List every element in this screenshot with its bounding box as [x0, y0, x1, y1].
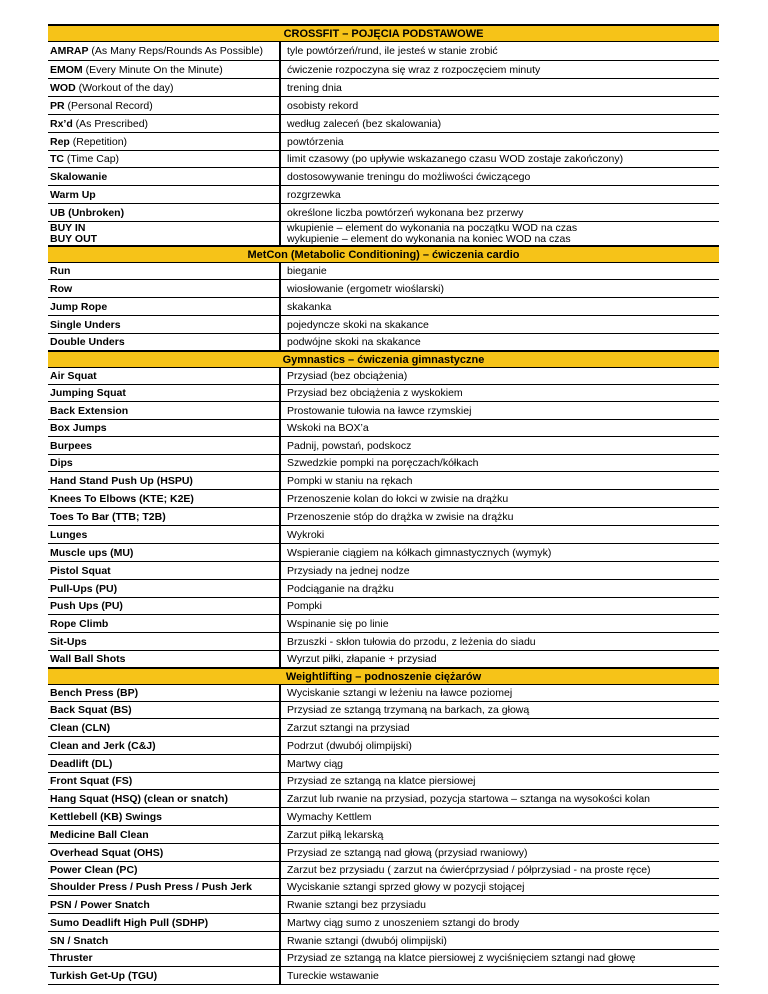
- table-row: [48, 737, 719, 755]
- table-row: [48, 862, 719, 879]
- definition-cell: trening dnia: [279, 79, 719, 96]
- term-name: Knees To Elbows (KTE; K2E): [50, 492, 194, 505]
- term-name: Power Clean (PC): [50, 864, 138, 876]
- table-row: [48, 61, 719, 79]
- term-cell: [48, 950, 279, 966]
- definition-cell: rozgrzewka: [279, 186, 719, 203]
- term-name: Burpees: [50, 439, 93, 452]
- term-name: SN / Snatch: [50, 934, 109, 947]
- term-cell: [48, 719, 279, 736]
- definition-cell: Wyrzut piłki, złapanie + przysiad: [279, 651, 719, 667]
- term-name: Dips: [50, 457, 73, 469]
- table-row: [48, 186, 719, 204]
- table-row: [48, 702, 719, 719]
- definition-cell: Martwy ciąg: [279, 755, 719, 772]
- definition-cell: Wspieranie ciągiem na kółkach gimnastycznych (wymyk): [279, 544, 719, 561]
- definition-cell: Rwanie sztangi bez przysiadu: [279, 896, 719, 913]
- term-cell: [48, 544, 279, 561]
- term-cell: [48, 651, 279, 667]
- term-cell: [48, 685, 279, 701]
- table-row: [48, 298, 719, 316]
- table-row: [48, 316, 719, 334]
- term-cell: [48, 222, 279, 245]
- definition-cell: Pompki w staniu na rękach: [279, 472, 719, 489]
- definition-cell: Szwedzkie pompki na poręczach/kółkach: [279, 455, 719, 471]
- term-expansion: (Repetition): [69, 135, 128, 148]
- term-name: BUY IN: [50, 221, 86, 234]
- term-cell: [48, 298, 279, 315]
- term-name: Run: [50, 265, 71, 277]
- term-cell: [48, 437, 279, 454]
- term-name: Front Squat (FS): [50, 775, 133, 787]
- table-row: [48, 508, 719, 526]
- term-cell: [48, 97, 279, 114]
- term-name: Clean and Jerk (C&J): [50, 739, 156, 752]
- term-expansion: (As Prescribed): [72, 117, 149, 130]
- definition-cell: według zaleceń (bez skalowania): [279, 115, 719, 132]
- definition-cell: Zarzut piłką lekarską: [279, 826, 719, 843]
- table-row: [48, 168, 719, 186]
- term-name: TC: [50, 153, 64, 165]
- term-expansion: (Every Minute On the Minute): [82, 63, 223, 76]
- definition-cell: Prostowanie tułowia na ławce rzymskiej: [279, 402, 719, 419]
- table-row: [48, 755, 719, 773]
- table-row: [48, 79, 719, 97]
- section-header: Gymnastics – ćwiczenia gimnastyczne: [48, 351, 719, 368]
- term-cell: [48, 914, 279, 931]
- term-name: Kettlebell (KB) Swings: [50, 810, 163, 823]
- definition-cell: Podrzut (dwubój olimpijski): [279, 737, 719, 754]
- term-name: Turkish Get-Up (TGU): [50, 969, 158, 982]
- term-cell: [48, 808, 279, 825]
- term-cell: [48, 455, 279, 471]
- term-cell: [48, 151, 279, 167]
- section-header: CROSSFIT – POJĘCIA PODSTAWOWE: [48, 24, 719, 42]
- definition-cell: Przysiad bez obciążenia z wyskokiem: [279, 385, 719, 401]
- term-name: Push Ups (PU): [50, 600, 123, 612]
- table-row: [48, 97, 719, 115]
- definition-cell: Martwy ciąg sumo z unoszeniem sztangi do brody: [279, 914, 719, 931]
- table-row: [48, 914, 719, 932]
- definition-cell: Tureckie wstawanie: [279, 967, 719, 984]
- term-name: Wall Ball Shots: [50, 653, 126, 665]
- definition-cell: Padnij, powstań, podskocz: [279, 437, 719, 454]
- term-expansion: (As Many Reps/Rounds As Possible): [88, 45, 263, 57]
- definition-cell: Zarzut lub rwanie na przysiad, pozycja startowa – sztanga na wysokości kolan: [279, 790, 719, 807]
- table-row: [48, 115, 719, 133]
- definition-cell: Zarzut bez przysiadu ( zarzut na ćwierćprzysiad / półprzysiad - na proste ręce): [279, 862, 719, 878]
- term-name: Clean (CLN): [50, 721, 111, 734]
- term-name: BUY OUT: [50, 232, 98, 245]
- table-row: [48, 633, 719, 651]
- definition-cell: Wymachy Kettlem: [279, 808, 719, 825]
- section-header: MetCon (Metabolic Conditioning) – ćwiczenia cardio: [48, 246, 719, 263]
- term-cell: [48, 633, 279, 650]
- term-name: PR: [50, 99, 65, 112]
- term-name: Sumo Deadlift High Pull (SDHP): [50, 916, 209, 929]
- table-row: [48, 544, 719, 562]
- table-row: [48, 420, 719, 437]
- term-name: Sit-Ups: [50, 635, 87, 648]
- term-cell: [48, 862, 279, 878]
- term-cell: [48, 334, 279, 350]
- definition-cell: Przysiad (bez obciążenia): [279, 368, 719, 384]
- definition-cell: określone liczba powtórzeń wykonana bez przerwy: [279, 204, 719, 221]
- term-name: Rep: [50, 135, 70, 148]
- table-row: [48, 402, 719, 420]
- term-expansion: (Time Cap): [64, 153, 120, 165]
- term-name: PSN / Power Snatch: [50, 898, 150, 911]
- table-row: [48, 826, 719, 844]
- table-row: [48, 151, 719, 168]
- term-name: WOD: [50, 81, 76, 94]
- term-cell: [48, 896, 279, 913]
- definition-cell: Przenoszenie kolan do łokci w zwisie na drążku: [279, 490, 719, 507]
- definition-cell: Przysiad ze sztangą na klatce piersiowej z wyciśnięciem sztangi nad głowę: [279, 950, 719, 966]
- term-name: Lunges: [50, 528, 88, 541]
- term-cell: [48, 598, 279, 614]
- term-cell: [48, 580, 279, 597]
- definition-cell: pojedyncze skoki na skakance: [279, 316, 719, 333]
- term-cell: [48, 526, 279, 543]
- table-row: [48, 385, 719, 402]
- table-row: [48, 437, 719, 455]
- definition-cell: Przysiad ze sztangą nad głową (przysiad rwaniowy): [279, 844, 719, 861]
- term-name: Single Unders: [50, 318, 121, 331]
- table-row: [48, 598, 719, 615]
- definition-cell: Wspinanie się po linie: [279, 615, 719, 632]
- table-row: [48, 455, 719, 472]
- term-cell: [48, 562, 279, 579]
- term-expansion: (Personal Record): [64, 99, 153, 112]
- term-name: Box Jumps: [50, 422, 107, 434]
- table-row: [48, 615, 719, 633]
- definition-cell: Rwanie sztangi (dwubój olimpijski): [279, 932, 719, 949]
- table-row: [48, 719, 719, 737]
- definition-cell: Brzuszki - skłon tułowia do przodu, z leżenia do siadu: [279, 633, 719, 650]
- table-row: [48, 580, 719, 598]
- definition-cell: Wykroki: [279, 526, 719, 543]
- term-name: Rope Climb: [50, 617, 109, 630]
- term-name: Double Unders: [50, 336, 125, 348]
- table-row: [48, 280, 719, 298]
- definition-cell: powtórzenia: [279, 133, 719, 150]
- term-cell: [48, 844, 279, 861]
- term-cell: [48, 186, 279, 203]
- definition-cell: skakanka: [279, 298, 719, 315]
- term-cell: [48, 702, 279, 718]
- term-cell: [48, 490, 279, 507]
- table-row: [48, 472, 719, 490]
- table-row: [48, 526, 719, 544]
- table-row: [48, 42, 719, 61]
- definition-cell: Przysiad ze sztangą trzymaną na barkach, za głową: [279, 702, 719, 718]
- term-name: Thruster: [50, 952, 93, 964]
- table-row: [48, 790, 719, 808]
- term-cell: [48, 737, 279, 754]
- table-row: [48, 490, 719, 508]
- term-cell: [48, 755, 279, 772]
- term-name: Pull-Ups (PU): [50, 582, 118, 595]
- definition-cell: [279, 222, 719, 245]
- section-header: Weightlifting – podnoszenie ciężarów: [48, 668, 719, 685]
- term-name: Skalowanie: [50, 170, 108, 183]
- term-cell: [48, 316, 279, 333]
- table-row: [48, 773, 719, 790]
- definition-cell: Wskoki na BOX’a: [279, 420, 719, 436]
- term-name: Medicine Ball Clean: [50, 828, 149, 841]
- term-name: Rx’d: [50, 117, 73, 130]
- definition-cell: osobisty rekord: [279, 97, 719, 114]
- term-cell: [48, 826, 279, 843]
- definition-cell: Przenoszenie stóp do drążka w zwisie na drążku: [279, 508, 719, 525]
- term-cell: [48, 115, 279, 132]
- definition-line: wykupienie – element do wykonania na koniec WOD na czas: [287, 232, 571, 245]
- term-name: Bench Press (BP): [50, 687, 139, 699]
- table-row: [48, 368, 719, 385]
- term-cell: [48, 472, 279, 489]
- term-name: Deadlift (DL): [50, 757, 113, 770]
- term-cell: [48, 133, 279, 150]
- definition-cell: Przysiad ze sztangą na klatce piersiowej: [279, 773, 719, 789]
- definition-cell: Zarzut sztangi na przysiad: [279, 719, 719, 736]
- definition-cell: ćwiczenie rozpoczyna się wraz z rozpoczęciem minuty: [279, 61, 719, 78]
- table-row: [48, 808, 719, 826]
- term-name: Overhead Squat (OHS): [50, 846, 164, 859]
- term-expansion: (Workout of the day): [75, 81, 174, 94]
- term-cell: [48, 79, 279, 96]
- definition-cell: Podciąganie na drążku: [279, 580, 719, 597]
- table-row-double: [48, 222, 719, 246]
- term-name: Back Extension: [50, 404, 129, 417]
- term-cell: [48, 368, 279, 384]
- definition-cell: Wyciskanie sztangi sprzed głowy w pozycji stojącej: [279, 879, 719, 895]
- term-cell: [48, 773, 279, 789]
- term-cell: [48, 263, 279, 279]
- definition-cell: dostosowywanie treningu do możliwości ćwiczącego: [279, 168, 719, 185]
- definition-cell: Wyciskanie sztangi w leżeniu na ławce poziomej: [279, 685, 719, 701]
- term-cell: [48, 42, 279, 60]
- term-name: Shoulder Press / Push Press / Push Jerk: [50, 881, 252, 893]
- definition-cell: tyle powtórzeń/rund, ile jesteś w stanie zrobić: [279, 42, 719, 60]
- table-row: [48, 896, 719, 914]
- term-cell: [48, 615, 279, 632]
- term-cell: [48, 879, 279, 895]
- table-row: [48, 204, 719, 222]
- definition-cell: Pompki: [279, 598, 719, 614]
- table-row: [48, 950, 719, 967]
- term-name: Row: [50, 282, 73, 295]
- definition-cell: wiosłowanie (ergometr wioślarski): [279, 280, 719, 297]
- table-row: [48, 263, 719, 280]
- term-name: Toes To Bar (TTB; T2B): [50, 510, 166, 523]
- term-name: AMRAP: [50, 45, 89, 57]
- term-name: Air Squat: [50, 370, 97, 382]
- term-cell: [48, 204, 279, 221]
- term-name: Back Squat (BS): [50, 704, 132, 716]
- glossary-table: [48, 24, 719, 985]
- term-cell: [48, 61, 279, 78]
- term-name: Hand Stand Push Up (HSPU): [50, 474, 193, 487]
- term-name: Warm Up: [50, 188, 96, 201]
- table-row: [48, 562, 719, 580]
- term-cell: [48, 168, 279, 185]
- table-row: [48, 879, 719, 896]
- term-name: UB (Unbroken): [50, 206, 125, 219]
- term-cell: [48, 932, 279, 949]
- table-row: [48, 967, 719, 985]
- table-row: [48, 334, 719, 351]
- term-name: Muscle ups (MU): [50, 546, 134, 559]
- term-cell: [48, 385, 279, 401]
- term-name: Pistol Squat: [50, 564, 111, 577]
- term-name: Jumping Squat: [50, 387, 126, 399]
- term-name: Hang Squat (HSQ) (clean or snatch): [50, 792, 228, 805]
- term-cell: [48, 790, 279, 807]
- term-name: EMOM: [50, 63, 83, 76]
- table-row: [48, 685, 719, 702]
- definition-cell: limit czasowy (po upływie wskazanego czasu WOD zostaje zakończony): [279, 151, 719, 167]
- table-row: [48, 133, 719, 151]
- definition-cell: podwójne skoki na skakance: [279, 334, 719, 350]
- table-row: [48, 844, 719, 862]
- term-cell: [48, 280, 279, 297]
- definition-cell: Przysiady na jednej nodze: [279, 562, 719, 579]
- definition-line: wkupienie – element do wykonania na początku WOD na czas: [287, 221, 578, 234]
- table-row: [48, 932, 719, 950]
- term-cell: [48, 508, 279, 525]
- term-cell: [48, 402, 279, 419]
- term-cell: [48, 420, 279, 436]
- term-cell: [48, 967, 279, 984]
- term-name: Jump Rope: [50, 300, 108, 313]
- definition-cell: bieganie: [279, 263, 719, 279]
- table-row: [48, 651, 719, 668]
